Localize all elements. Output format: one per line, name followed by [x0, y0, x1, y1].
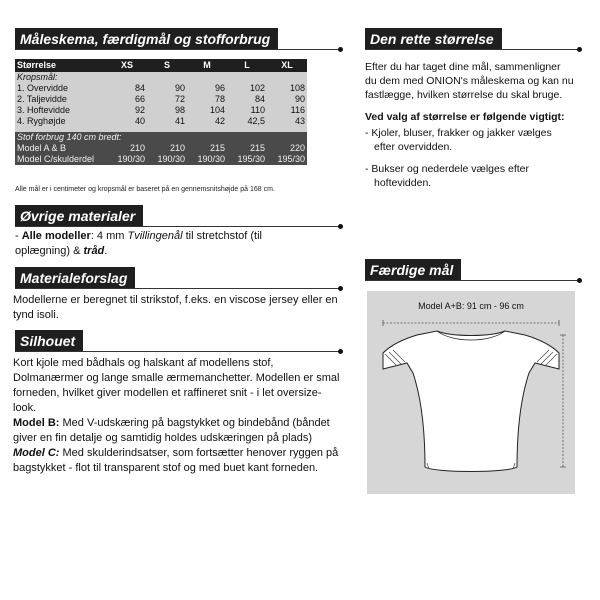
section-header-maaleskema: [15, 28, 341, 50]
row-label: Model A & B: [15, 143, 107, 154]
row-label: 2. Taljevidde: [15, 94, 107, 105]
table-header-row: [15, 59, 307, 72]
dress-shape: [383, 331, 559, 472]
table-cell: 220: [267, 143, 307, 154]
section-header-materialeforslag: [15, 267, 341, 289]
table-cell: 96: [187, 83, 227, 94]
row-label: 1. Overvidde: [15, 83, 107, 94]
row-label: 3. Hoftevidde: [15, 105, 107, 116]
section-title: Materialeforslag: [15, 267, 135, 289]
materialeforslag-text: Modellerne er beregnet til strikstof, f.eks. en viscose jersey eller en tynd isoli.: [13, 294, 338, 321]
table-header-cell: M: [187, 59, 227, 72]
rette-heading: Ved valg af størrelse er følgende vigtigt:: [365, 111, 565, 123]
rette-intro: Efter du har taget dine mål, sammenligner du dem med ONION's måleskema og kan nu fastlægge, hvilken størrelse du skal bruge.: [365, 61, 574, 101]
table-cell: 78: [187, 94, 227, 105]
table-cell: 42: [187, 116, 227, 127]
silhouet-model-c: Model C: Med skulderindsatser, som fortsætter henover ryggen på bagstykket - flot til transparent stof og med buet kant forneden.: [13, 447, 339, 474]
table-cell: 102: [227, 83, 267, 94]
table-header-cell: Størrelse: [15, 59, 107, 72]
section-header-silhouet: [15, 330, 341, 352]
garment-measurement: Model A+B: 91 cm - 96 cm: [418, 301, 524, 311]
table-cell: 41: [147, 116, 187, 127]
section-title: Silhouet: [15, 330, 83, 352]
silhouet-paragraph: Kort kjole med bådhals og halskant af modellens stof, Dolmanærmer og lange smalle ærmemanchetter. Modellen er smal forneden, hvilket giver modellen et raffineret snit - i let oversize-look.: [13, 357, 340, 414]
table-cell: 210: [107, 143, 147, 154]
needle-name: Tvillingenål: [127, 230, 183, 242]
table-row: [15, 154, 307, 165]
table-row: [15, 143, 307, 154]
stof-label: Stof forbrug 140 cm bredt:: [15, 132, 307, 143]
section-header-ovrige: [15, 205, 341, 227]
section-title: Øvrige materialer: [15, 205, 143, 227]
table-cell: 190/30: [107, 154, 147, 165]
table-cell: 195/30: [227, 154, 267, 165]
table-cell: 190/30: [147, 154, 187, 165]
section-title: Måleskema, færdigmål og stofforbrug: [15, 28, 278, 50]
garment-diagram: [367, 291, 575, 494]
table-subheading-row: [15, 132, 307, 143]
rette-bullet: - Bukser og nederdele vælges efter hoftevidden.: [365, 163, 530, 189]
table-cell: 90: [267, 94, 307, 105]
table-subheading-row: [15, 72, 307, 83]
ovrige-bold-label: Alle modeller: [21, 230, 91, 242]
garment-illustration: [367, 291, 575, 494]
table-header-cell: XL: [267, 59, 307, 72]
table-cell: 66: [107, 94, 147, 105]
size-table: [15, 59, 307, 165]
table-cell: 110: [227, 105, 267, 116]
table-cell: 98: [147, 105, 187, 116]
section-title: Færdige mål: [365, 259, 461, 281]
table-cell: 104: [187, 105, 227, 116]
rette-text: [365, 60, 575, 190]
table-cell: 92: [107, 105, 147, 116]
table-footnote: Alle mål er i centimeter og kropsmål er baseret på en gennemsnitshøjde på 168 cm.: [15, 186, 275, 193]
table-cell: 190/30: [187, 154, 227, 165]
table-cell: 84: [227, 94, 267, 105]
table-header-cell: L: [227, 59, 267, 72]
table-row: [15, 94, 307, 105]
table-cell: 42,5: [227, 116, 267, 127]
section-title: Den rette størrelse: [365, 28, 502, 50]
table-cell: 210: [147, 143, 187, 154]
section-header-faerdige: [365, 259, 580, 281]
table-header-cell: S: [147, 59, 187, 72]
table-cell: 116: [267, 105, 307, 116]
kropsmaal-label: Kropsmål:: [15, 72, 307, 83]
silhouet-text: [13, 356, 343, 476]
silhouet-model-b: Model B: Med V-udskæring på bagstykket og bindebånd (båndet giver en fin detalje og samtidig holdes udskæringen på plads): [13, 417, 330, 444]
ovrige-text: - Alle modeller: 4 mm Tvillingenål til stretchstof (til oplægning) & tråd.: [15, 230, 262, 257]
table-cell: 108: [267, 83, 307, 94]
table-cell: 90: [147, 83, 187, 94]
table-cell: 195/30: [267, 154, 307, 165]
rette-bullet: - Kjoler, bluser, frakker og jakker vælges efter overvidden.: [365, 127, 552, 153]
section-header-rette: [365, 28, 580, 50]
table-header-cell: XS: [107, 59, 147, 72]
row-label: 4. Ryghøjde: [15, 116, 107, 127]
table-cell: 72: [147, 94, 187, 105]
table-row: [15, 105, 307, 116]
table-cell: 215: [187, 143, 227, 154]
row-label: Model C/skulderdel: [15, 154, 107, 165]
table-cell: 43: [267, 116, 307, 127]
table-cell: 84: [107, 83, 147, 94]
table-cell: 215: [227, 143, 267, 154]
thread-name: tråd: [83, 245, 105, 257]
table-cell: 40: [107, 116, 147, 127]
table-row: [15, 116, 307, 127]
table-row: [15, 83, 307, 94]
